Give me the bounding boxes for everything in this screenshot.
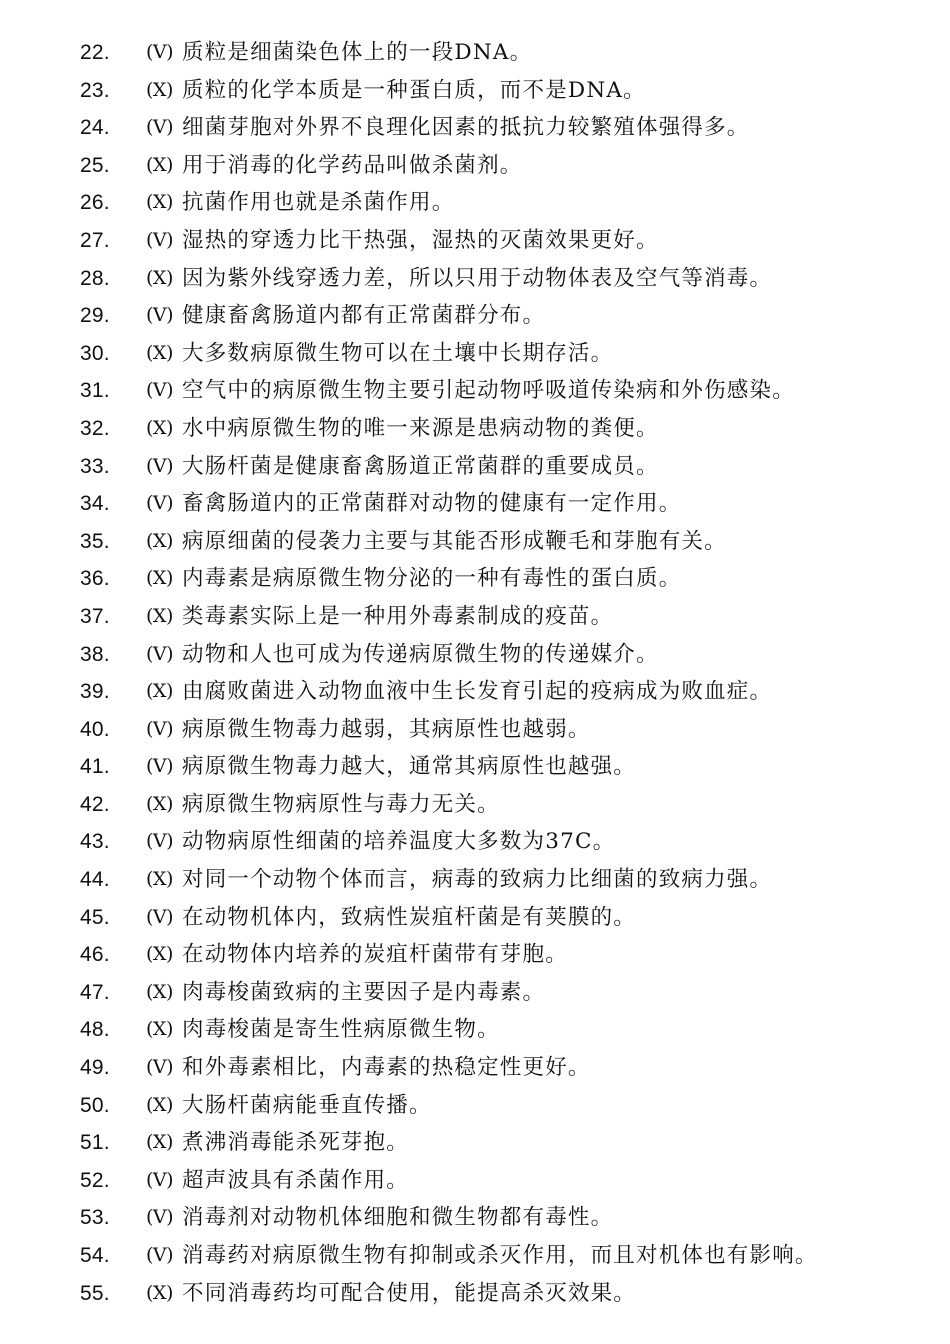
item-text: 病原微生物毒力越弱，其病原性也越弱。 — [182, 716, 591, 742]
list-item — [0, 1124, 950, 1162]
answer-mark: (X) — [146, 153, 173, 176]
item-number: 53. — [80, 1206, 110, 1230]
item-number: 27. — [80, 228, 110, 252]
item-text: 动物和人也可成为传递病原微生物的传递媒介。 — [182, 641, 659, 667]
item-text: 在动物机体内，致病性炭疽杆菌是有荚膜的。 — [182, 904, 637, 930]
item-text: 大肠杆菌是健康畜禽肠道正常菌群的重要成员。 — [182, 453, 659, 479]
answer-mark: (X) — [146, 416, 173, 439]
item-number: 35. — [80, 529, 110, 553]
list-item — [0, 1199, 950, 1237]
item-number: 22. — [80, 41, 110, 64]
list-item — [0, 523, 950, 561]
list-item — [0, 786, 950, 824]
item-text: 质粒是细菌染色体上的一段DNA。 — [182, 40, 533, 65]
item-number: 55. — [80, 1281, 110, 1305]
answer-mark: (X) — [146, 1018, 173, 1041]
answer-mark: (X) — [146, 604, 173, 627]
list-item — [0, 1049, 950, 1087]
answer-mark: (X) — [146, 191, 173, 214]
item-text: 在动物体内培养的炭疽杆菌带有芽胞。 — [182, 942, 568, 968]
list-item — [0, 598, 950, 636]
question-list — [0, 34, 950, 1312]
answer-mark: (V) — [146, 116, 174, 139]
item-text: 大多数病原微生物可以在土壤中长期存活。 — [182, 340, 614, 366]
item-text: 湿热的穿透力比干热强，湿热的灭菌效果更好。 — [182, 227, 659, 253]
answer-mark: (X) — [146, 1131, 173, 1154]
list-item — [0, 636, 950, 674]
list-item — [0, 184, 950, 222]
item-number: 44. — [80, 868, 110, 892]
list-item — [0, 711, 950, 749]
item-text: 病原微生物毒力越大，通常其病原性也越强。 — [182, 754, 637, 780]
list-item — [0, 1162, 950, 1200]
item-text: 畜禽肠道内的正常菌群对动物的健康有一定作用。 — [182, 491, 682, 517]
item-text: 和外毒素相比，内毒素的热稳定性更好。 — [182, 1055, 591, 1081]
list-item — [0, 823, 950, 861]
item-number: 39. — [80, 680, 110, 704]
item-text: 超声波具有杀菌作用。 — [182, 1167, 410, 1193]
answer-mark: (X) — [146, 943, 173, 966]
item-number: 45. — [80, 905, 110, 929]
item-number: 28. — [80, 266, 110, 290]
item-number: 29. — [80, 304, 110, 328]
list-item — [0, 560, 950, 598]
item-text: 由腐败菌进入动物血液中生长发育引起的疫病成为败血症。 — [182, 679, 773, 705]
answer-mark: (X) — [146, 1281, 173, 1304]
answer-mark: (X) — [146, 341, 173, 364]
item-text: 病原微生物病原性与毒力无关。 — [182, 791, 500, 817]
list-item — [0, 448, 950, 486]
list-item — [0, 748, 950, 786]
list-item — [0, 297, 950, 335]
list-item — [0, 372, 950, 410]
item-number: 41. — [80, 755, 110, 779]
item-number: 42. — [80, 792, 110, 816]
item-text: 肉毒梭菌是寄生性病原微生物。 — [182, 1017, 500, 1043]
item-number: 52. — [80, 1168, 110, 1192]
answer-mark: (V) — [146, 41, 174, 63]
answer-mark: (X) — [146, 980, 173, 1003]
item-number: 24. — [80, 116, 110, 140]
list-item — [0, 410, 950, 448]
list-item — [0, 899, 950, 937]
item-number: 33. — [80, 454, 110, 478]
item-text: 抗菌作用也就是杀菌作用。 — [182, 190, 455, 216]
answer-mark: (V) — [146, 1244, 174, 1266]
item-number: 49. — [80, 1056, 110, 1080]
list-item — [0, 147, 950, 185]
answer-mark: (V) — [146, 830, 174, 853]
list-item — [0, 861, 950, 899]
list-item — [0, 673, 950, 711]
answer-mark: (X) — [146, 567, 173, 590]
item-number: 46. — [80, 943, 110, 967]
answer-mark: (V) — [146, 1206, 174, 1229]
answer-mark: (X) — [146, 1093, 173, 1116]
item-number: 36. — [80, 567, 110, 591]
item-text: 肉毒梭菌致病的主要因子是内毒素。 — [182, 979, 546, 1005]
item-number: 30. — [80, 341, 110, 365]
list-item — [0, 1237, 950, 1275]
list-item — [0, 1087, 950, 1125]
item-text: 动物病原性细菌的培养温度大多数为37C。 — [182, 829, 616, 855]
item-number: 34. — [80, 492, 110, 516]
item-number: 50. — [80, 1093, 110, 1117]
item-text: 空气中的病原微生物主要引起动物呼吸道传染病和外伤感染。 — [182, 378, 795, 404]
list-item — [0, 1011, 950, 1049]
item-number: 40. — [80, 717, 110, 741]
answer-mark: (V) — [146, 228, 174, 251]
answer-mark: (V) — [146, 454, 174, 477]
item-text: 对同一个动物个体而言，病毒的致病力比细菌的致病力强。 — [182, 867, 773, 893]
answer-mark: (X) — [146, 792, 173, 815]
item-number: 25. — [80, 153, 110, 177]
item-text: 因为紫外线穿透力差，所以只用于动物体表及空气等消毒。 — [182, 265, 773, 291]
list-item — [0, 260, 950, 298]
item-text: 消毒剂对动物机体细胞和微生物都有毒性。 — [182, 1205, 614, 1231]
list-item — [0, 485, 950, 523]
list-item — [0, 936, 950, 974]
list-item — [0, 974, 950, 1012]
list-item — [0, 222, 950, 260]
answer-mark: (V) — [146, 905, 174, 928]
item-text: 内毒素是病原微生物分泌的一种有毒性的蛋白质。 — [182, 566, 682, 592]
item-number: 26. — [80, 191, 110, 215]
item-number: 31. — [80, 379, 110, 403]
answer-mark: (V) — [146, 379, 174, 402]
item-text: 水中病原微生物的唯一来源是患病动物的粪便。 — [182, 415, 659, 441]
item-number: 32. — [80, 416, 110, 440]
item-text: 大肠杆菌病能垂直传播。 — [182, 1092, 432, 1118]
item-text: 煮沸消毒能杀死芽抱。 — [182, 1130, 410, 1156]
item-number: 43. — [80, 830, 110, 854]
answer-mark: (X) — [146, 266, 173, 289]
item-number: 47. — [80, 980, 110, 1004]
answer-mark: (X) — [146, 529, 173, 552]
list-item — [0, 34, 950, 72]
item-number: 37. — [80, 604, 110, 628]
item-text: 健康畜禽肠道内都有正常菌群分布。 — [182, 303, 546, 329]
list-item — [0, 1275, 950, 1313]
answer-mark: (X) — [146, 680, 173, 703]
item-text: 消毒药对病原微生物有抑制或杀灭作用，而且对机体也有影响。 — [182, 1243, 818, 1268]
item-text: 不同消毒药均可配合使用，能提高杀灭效果。 — [182, 1280, 637, 1306]
answer-mark: (V) — [146, 492, 174, 515]
item-text: 用于消毒的化学药品叫做杀菌剂。 — [182, 152, 523, 178]
answer-mark: (V) — [146, 755, 174, 778]
answer-mark: (V) — [146, 1168, 174, 1191]
list-item — [0, 335, 950, 373]
item-number: 38. — [80, 642, 110, 666]
item-number: 23. — [80, 78, 110, 102]
answer-mark: (V) — [146, 717, 174, 740]
item-text: 细菌芽胞对外界不良理化因素的抵抗力较繁殖体强得多。 — [182, 115, 750, 141]
answer-mark: (V) — [146, 642, 174, 665]
answer-mark: (V) — [146, 1056, 174, 1079]
answer-mark: (X) — [146, 78, 173, 101]
item-text: 病原细菌的侵袭力主要与其能否形成鞭毛和芽胞有关。 — [182, 528, 727, 554]
item-text: 类毒素实际上是一种用外毒素制成的疫苗。 — [182, 603, 614, 629]
item-text: 质粒的化学本质是一种蛋白质，而不是DNA。 — [182, 77, 646, 103]
list-item — [0, 109, 950, 147]
answer-mark: (V) — [146, 304, 174, 327]
answer-mark: (X) — [146, 868, 173, 891]
list-item — [0, 72, 950, 110]
item-number: 51. — [80, 1131, 110, 1155]
item-number: 48. — [80, 1018, 110, 1042]
item-number: 54. — [80, 1244, 110, 1267]
